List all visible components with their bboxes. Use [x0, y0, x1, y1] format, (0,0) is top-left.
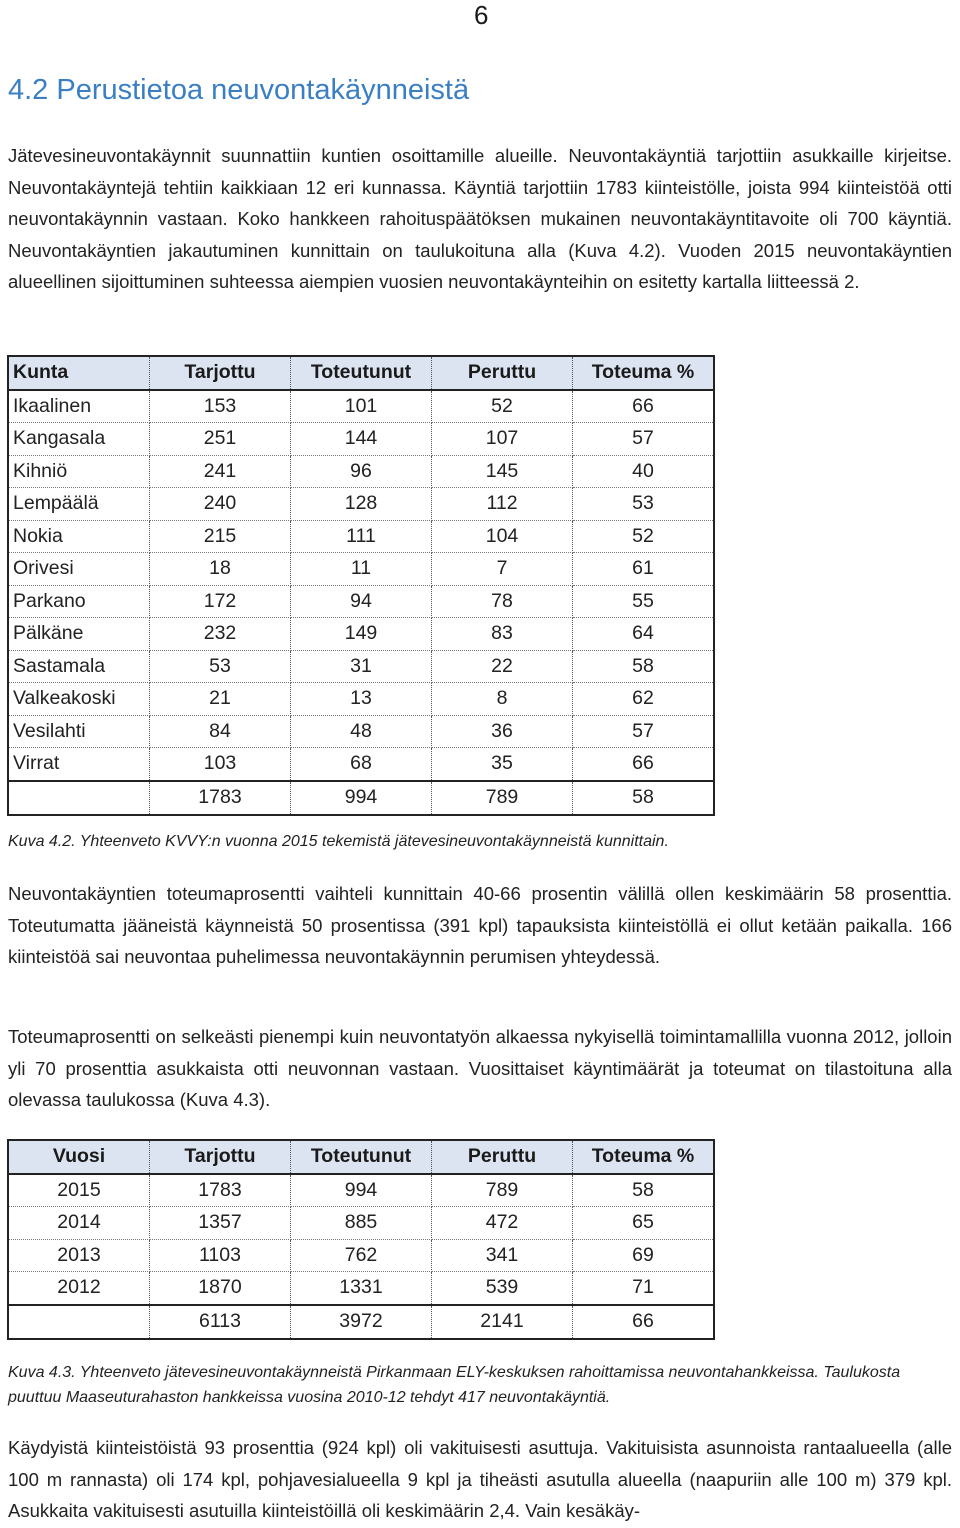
table-cell: 68: [291, 748, 432, 781]
table-cell: Vesilahti: [8, 715, 150, 748]
table-cell: 66: [573, 1305, 715, 1339]
table-cell: 1783: [150, 781, 291, 815]
table-cell: 58: [573, 781, 715, 815]
table-cell: 94: [291, 585, 432, 618]
table-row: [8, 650, 714, 683]
yearly-visits-table: [7, 1139, 715, 1340]
table-row: [8, 1174, 714, 1207]
table-cell: 472: [432, 1207, 573, 1240]
table-cell: 40: [573, 455, 715, 488]
table-row: [8, 520, 714, 553]
table-cell: 215: [150, 520, 291, 553]
table-cell: 103: [150, 748, 291, 781]
table-row: [8, 423, 714, 456]
table-cell: 341: [432, 1239, 573, 1272]
table-cell: 6113: [150, 1305, 291, 1339]
table-cell: Ikaalinen: [8, 390, 150, 423]
table-cell: 11: [291, 553, 432, 586]
table-cell: 885: [291, 1207, 432, 1240]
column-header: Toteutunut: [291, 356, 432, 390]
figure-caption: Kuva 4.3. Yhteenveto jätevesineuvontakäynneistä Pirkanmaan ELY-keskuksen rahoittamissa neuvontahankkeissa. Taulukosta puuttuu Maaseuturahaston hankkeissa vuosina 2010-12 tehdyt 417 neuvontakäyntiä.: [8, 1364, 901, 1406]
column-header: Vuosi: [8, 1140, 150, 1174]
table-cell: 107: [432, 423, 573, 456]
table-cell: 36: [432, 715, 573, 748]
table-cell: 241: [150, 455, 291, 488]
intro-paragraph: Jätevesineuvontakäynnit suunnattiin kuntien osoittamille alueille. Neuvontakäyntiä tarjottiin asukkaille kirjeitse. Neuvontakäyntejä tehtiin kaikkiaan 12 eri kunnassa. Käyntiä tarjottiin 1783 kiinteistölle, joista 994 kiinteistöä otti neuvontakäynnin vastaan. Koko hankkeen rahoituspäätöksen mukainen neuvontakäyntitavoite oli 700 käyntiä. Neuvontakäyntien jakautuminen kunnittain on taulukoituna alla (Kuva 4.2). Vuoden 2015 neuvontakäyntien alueellinen sijoittuminen suhteessa aiempien vuosien neuvontakäynteihin on esitetty kartalla liitteessä 2.: [8, 145, 952, 292]
table-row: [8, 1272, 714, 1305]
table-cell: 994: [291, 1174, 432, 1207]
table-row: [8, 1239, 714, 1272]
table-cell: 145: [432, 455, 573, 488]
table-cell: 53: [573, 488, 715, 521]
table-cell: 2012: [8, 1272, 150, 1305]
table-cell: 52: [432, 390, 573, 423]
table-cell: 18: [150, 553, 291, 586]
section-heading: 4.2 Perustietoa neuvontakäynneistä: [8, 74, 470, 106]
column-header: Toteuma %: [573, 356, 715, 390]
table-cell: 65: [573, 1207, 715, 1240]
table-cell: 8: [432, 683, 573, 716]
table-cell: 61: [573, 553, 715, 586]
table-cell: Virrat: [8, 748, 150, 781]
column-header: Tarjottu: [150, 356, 291, 390]
table-cell: 1103: [150, 1239, 291, 1272]
table-cell: 57: [573, 715, 715, 748]
table-cell: 66: [573, 390, 715, 423]
table-cell: 2015: [8, 1174, 150, 1207]
table-cell: 84: [150, 715, 291, 748]
table-cell: 13: [291, 683, 432, 716]
table-cell: 57: [573, 423, 715, 456]
table-cell: 71: [573, 1272, 715, 1305]
paragraph: Käydyistä kiinteistöistä 93 prosenttia (924 kpl) oli vakituisesti asuttuja. Vakituisista asunnoista rantaalueella (alle 100 m rannasta) oli 174 kpl, pohjavesialueella 9 kpl ja tiheästi asutulla alueella (naapuriin alle 100 m) 379 kpl. Asukkaita vakituisesti asutuilla kiinteistöillä oli keskimäärin 2,4. Vain kesäkäy-: [8, 1437, 952, 1521]
totals-row: [8, 1305, 714, 1339]
column-header: Toteuma %: [573, 1140, 715, 1174]
table-cell: 2141: [432, 1305, 573, 1339]
table-cell: 153: [150, 390, 291, 423]
totals-row: [8, 781, 714, 815]
table-cell: 48: [291, 715, 432, 748]
table-cell: 3972: [291, 1305, 432, 1339]
table-cell: 22: [432, 650, 573, 683]
table-cell: 21: [150, 683, 291, 716]
column-header: Toteutunut: [291, 1140, 432, 1174]
table-cell: [8, 1305, 150, 1339]
paragraph: Neuvontakäyntien toteumaprosentti vaihteli kunnittain 40-66 prosentin välillä ollen keskimäärin 58 prosenttia. Toteutumatta jääneistä käynneistä 50 prosentissa (391 kpl) tapauksista kiinteistöllä ei ollut ketään paikalla. 166 kiinteistöä sai neuvontaa puhelimessa neuvontakäynnin perumisen yhteydessä.: [8, 883, 952, 967]
table-cell: Sastamala: [8, 650, 150, 683]
paragraph: Toteumaprosentti on selkeästi pienempi kuin neuvontatyön alkaessa nykyisellä toimintamallilla vuonna 2012, jolloin yli 70 prosenttia asukkaista otti neuvonnan vastaan. Vuosittaiset käyntimäärät ja toteumat on tilastoituna alla olevassa taulukossa (Kuva 4.3).: [8, 1026, 952, 1110]
table-cell: 55: [573, 585, 715, 618]
table-cell: Valkeakoski: [8, 683, 150, 716]
table-row: [8, 1207, 714, 1240]
table-cell: 789: [432, 781, 573, 815]
table-row: [8, 390, 714, 423]
table-cell: 112: [432, 488, 573, 521]
table-row: [8, 455, 714, 488]
table-cell: 52: [573, 520, 715, 553]
figure-caption: Kuva 4.2. Yhteenveto KVVY:n vuonna 2015 tekemistä jätevesineuvontakäynneistä kunnittain.: [8, 833, 669, 850]
column-header: Kunta: [8, 356, 150, 390]
table-cell: 111: [291, 520, 432, 553]
table-header-row: [8, 356, 714, 390]
table-cell: 62: [573, 683, 715, 716]
table-row: [8, 553, 714, 586]
table-row: [8, 585, 714, 618]
table-cell: 78: [432, 585, 573, 618]
table-cell: 58: [573, 650, 715, 683]
table-cell: 31: [291, 650, 432, 683]
table-cell: 251: [150, 423, 291, 456]
table-cell: 35: [432, 748, 573, 781]
table-row: [8, 683, 714, 716]
table-cell: 83: [432, 618, 573, 651]
column-header: Peruttu: [432, 1140, 573, 1174]
table-row: [8, 715, 714, 748]
table-cell: 1870: [150, 1272, 291, 1305]
table-cell: Parkano: [8, 585, 150, 618]
table-cell: 101: [291, 390, 432, 423]
table-row: [8, 748, 714, 781]
table-cell: Pälkäne: [8, 618, 150, 651]
table-cell: 66: [573, 748, 715, 781]
table-cell: 994: [291, 781, 432, 815]
table-cell: 762: [291, 1239, 432, 1272]
table-cell: 64: [573, 618, 715, 651]
column-header: Peruttu: [432, 356, 573, 390]
table-cell: 2014: [8, 1207, 150, 1240]
table-cell: 53: [150, 650, 291, 683]
table-cell: 144: [291, 423, 432, 456]
table-cell: [8, 781, 150, 815]
table-cell: 232: [150, 618, 291, 651]
table-cell: Lempäälä: [8, 488, 150, 521]
table-cell: 240: [150, 488, 291, 521]
table-cell: 789: [432, 1174, 573, 1207]
column-header: Tarjottu: [150, 1140, 291, 1174]
municipality-visits-table: [7, 355, 715, 816]
table-row: [8, 488, 714, 521]
table-cell: Kihniö: [8, 455, 150, 488]
table-cell: 7: [432, 553, 573, 586]
table-cell: 128: [291, 488, 432, 521]
table-cell: 1783: [150, 1174, 291, 1207]
table-cell: 2013: [8, 1239, 150, 1272]
table-row: [8, 618, 714, 651]
table-cell: 172: [150, 585, 291, 618]
table-cell: 1331: [291, 1272, 432, 1305]
table-cell: Kangasala: [8, 423, 150, 456]
table-cell: Nokia: [8, 520, 150, 553]
table-cell: 58: [573, 1174, 715, 1207]
page-number: 6: [474, 0, 489, 30]
table-cell: 149: [291, 618, 432, 651]
table-cell: 96: [291, 455, 432, 488]
table-cell: 1357: [150, 1207, 291, 1240]
table-header-row: [8, 1140, 714, 1174]
table-cell: 104: [432, 520, 573, 553]
table-cell: 539: [432, 1272, 573, 1305]
table-cell: 69: [573, 1239, 715, 1272]
table-cell: Orivesi: [8, 553, 150, 586]
